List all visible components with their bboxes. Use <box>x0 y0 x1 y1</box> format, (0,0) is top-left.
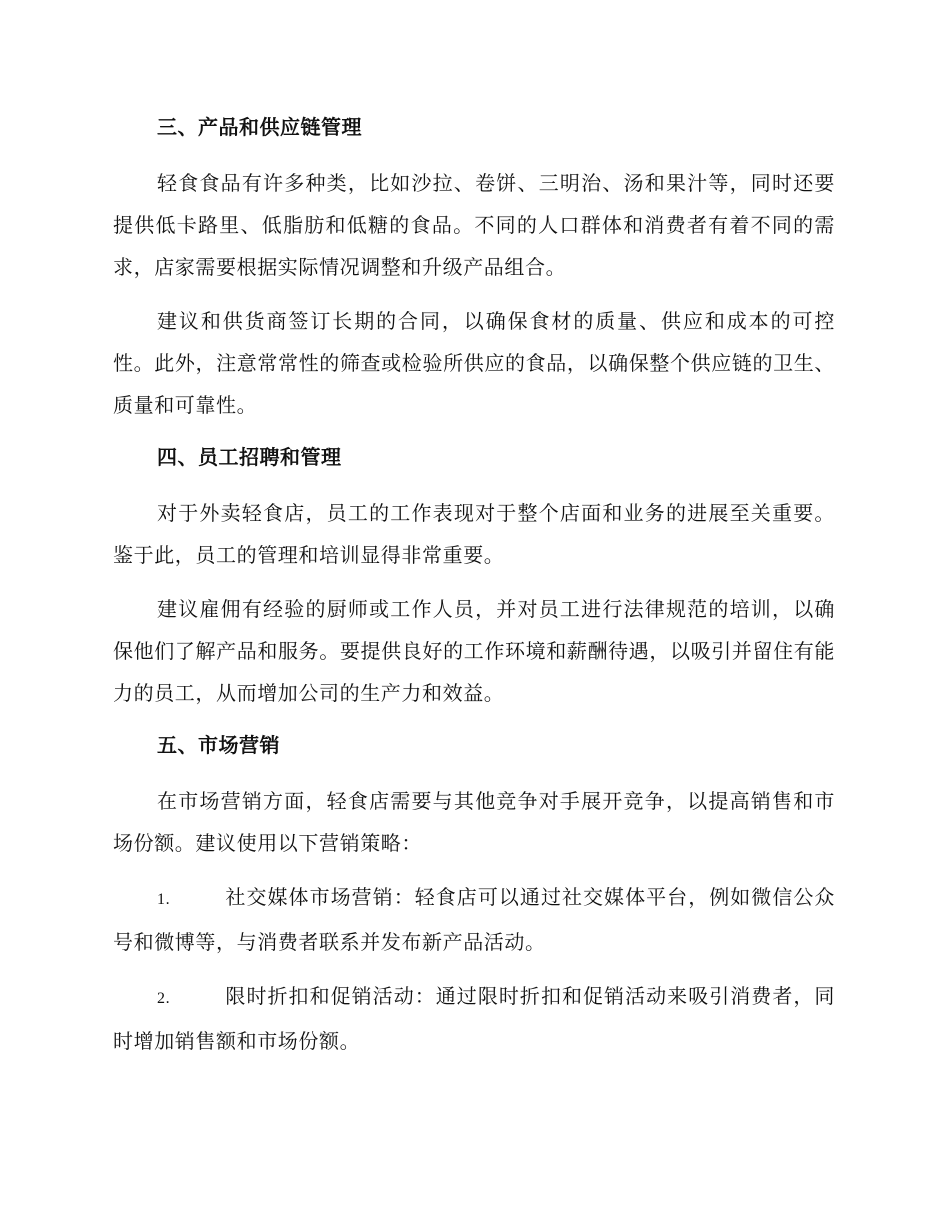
list-number: 1. <box>157 891 171 908</box>
list-item-promotions <box>113 975 835 1062</box>
section-heading-marketing: 五、市场营销 <box>157 733 280 757</box>
paragraph-marketing-intro: 在市场营销方面，轻食店需要与其他竞争对手展开竞争，以提高销售和市场份额。建议使用以下营销策略： <box>113 789 835 855</box>
paragraph-staff-hiring: 建议雇佣有经验的厨师或工作人员，并对员工进行法律规范的培训，以确保他们了解产品和服务。要提供良好的工作环境和薪酬待遇，以吸引并留住有能力的员工，从而增加公司的生产力和效益。 <box>113 597 835 705</box>
paragraph-supplier-contracts: 建议和供货商签订长期的合同，以确保食材的质量、供应和成本的可控性。此外，注意常常性的筛查或检验所供应的食品，以确保整个供应链的卫生、质量和可靠性。 <box>113 309 835 417</box>
section-heading-products: 三、产品和供应链管理 <box>157 115 362 139</box>
document-body <box>113 108 835 1074</box>
list-item-text: 限时折扣和促销活动：通过限时折扣和促销活动来吸引消费者，同时增加销售额和市场份额。 <box>113 984 835 1053</box>
list-item-text: 社交媒体市场营销：轻食店可以通过社交媒体平台，例如微信公众号和微博等，与消费者联系并发布新产品活动。 <box>113 885 835 954</box>
paragraph-staff-importance: 对于外卖轻食店，员工的工作表现对于整个店面和业务的进展至关重要。鉴于此，员工的管理和培训显得非常重要。 <box>113 501 835 567</box>
section-heading-staff: 四、员工招聘和管理 <box>157 445 342 469</box>
list-item-social-media <box>113 876 835 963</box>
paragraph-product-types: 轻食食品有许多种类，比如沙拉、卷饼、三明治、汤和果汁等，同时还要提供低卡路里、低脂肪和低糖的食品。不同的人口群体和消费者有着不同的需求，店家需要根据实际情况调整和升级产品组合。 <box>113 171 835 279</box>
list-number: 2. <box>157 990 171 1007</box>
